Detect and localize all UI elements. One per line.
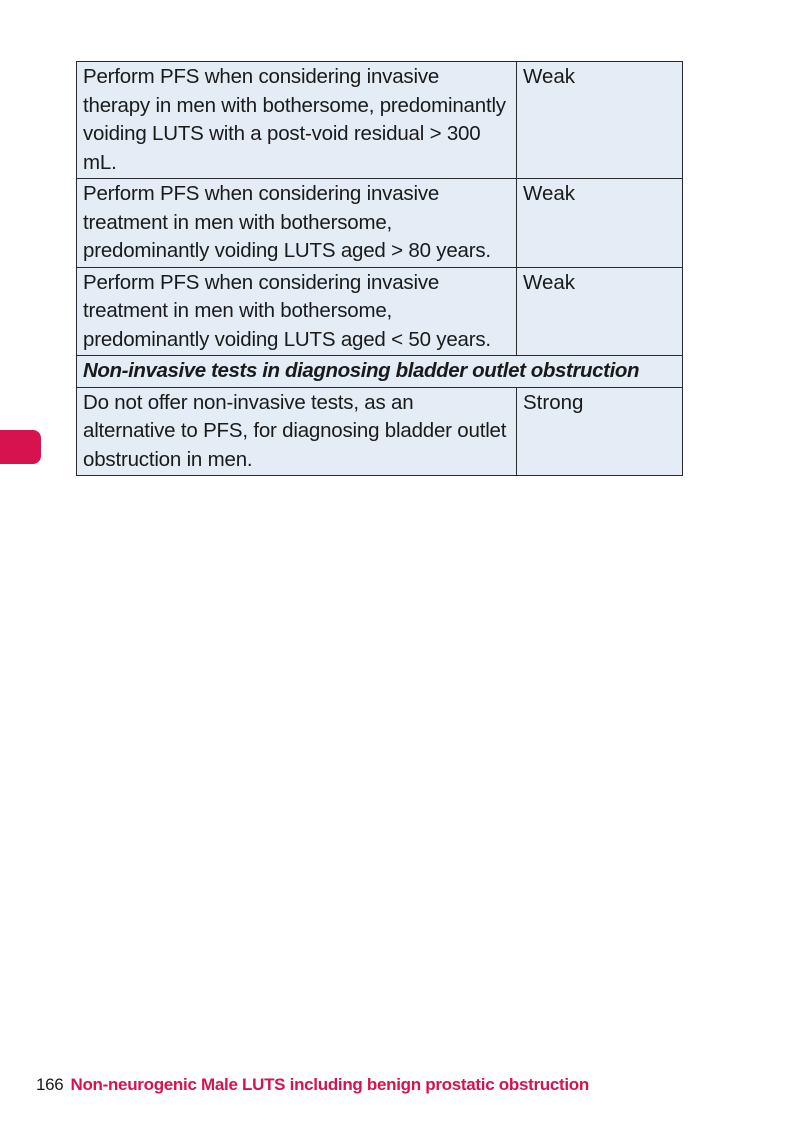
strength-rating-cell — [517, 267, 683, 356]
recommendation-text: Perform PFS when considering invasive treatment in men with bothersome, predominantly voiding LUTS aged < 50 years. — [83, 270, 491, 351]
strength-rating: Weak — [523, 65, 576, 88]
recommendation-text-cell — [77, 179, 517, 268]
chapter-tab-marker — [0, 430, 41, 464]
page-footer — [36, 1074, 589, 1096]
recommendation-text: Do not offer non-invasive tests, as an alternative to PFS, for diagnosing bladder outlet obstruction in men. — [83, 390, 507, 471]
table-row — [77, 387, 683, 476]
section-heading: Non-invasive tests in diagnosing bladder outlet obstruction — [77, 356, 683, 388]
strength-rating: Weak — [523, 270, 576, 294]
table-row — [77, 62, 683, 179]
recommendation-text: Perform PFS when considering invasive therapy in men with bothersome, predominantly voiding LUTS with a post-void residual > 300 mL. — [83, 65, 506, 174]
page-number: 166 — [36, 1075, 64, 1094]
strength-rating-cell — [517, 179, 683, 268]
strength-rating: Strong — [523, 390, 584, 414]
table-row — [77, 179, 683, 268]
section-heading-row — [77, 356, 683, 388]
strength-rating: Weak — [523, 182, 576, 205]
recommendation-text-cell — [77, 387, 517, 476]
recommendation-text-cell — [77, 62, 517, 179]
recommendation-text: Perform PFS when considering invasive treatment in men with bothersome, predominantly voiding LUTS aged > 80 years. — [83, 182, 491, 262]
recommendations-table — [76, 61, 683, 476]
strength-rating-cell — [517, 62, 683, 179]
strength-rating-cell — [517, 387, 683, 476]
recommendation-text-cell — [77, 267, 517, 356]
chapter-title: Non-neurogenic Male LUTS including benign prostatic obstruction — [70, 1075, 589, 1094]
table-row — [77, 267, 683, 356]
